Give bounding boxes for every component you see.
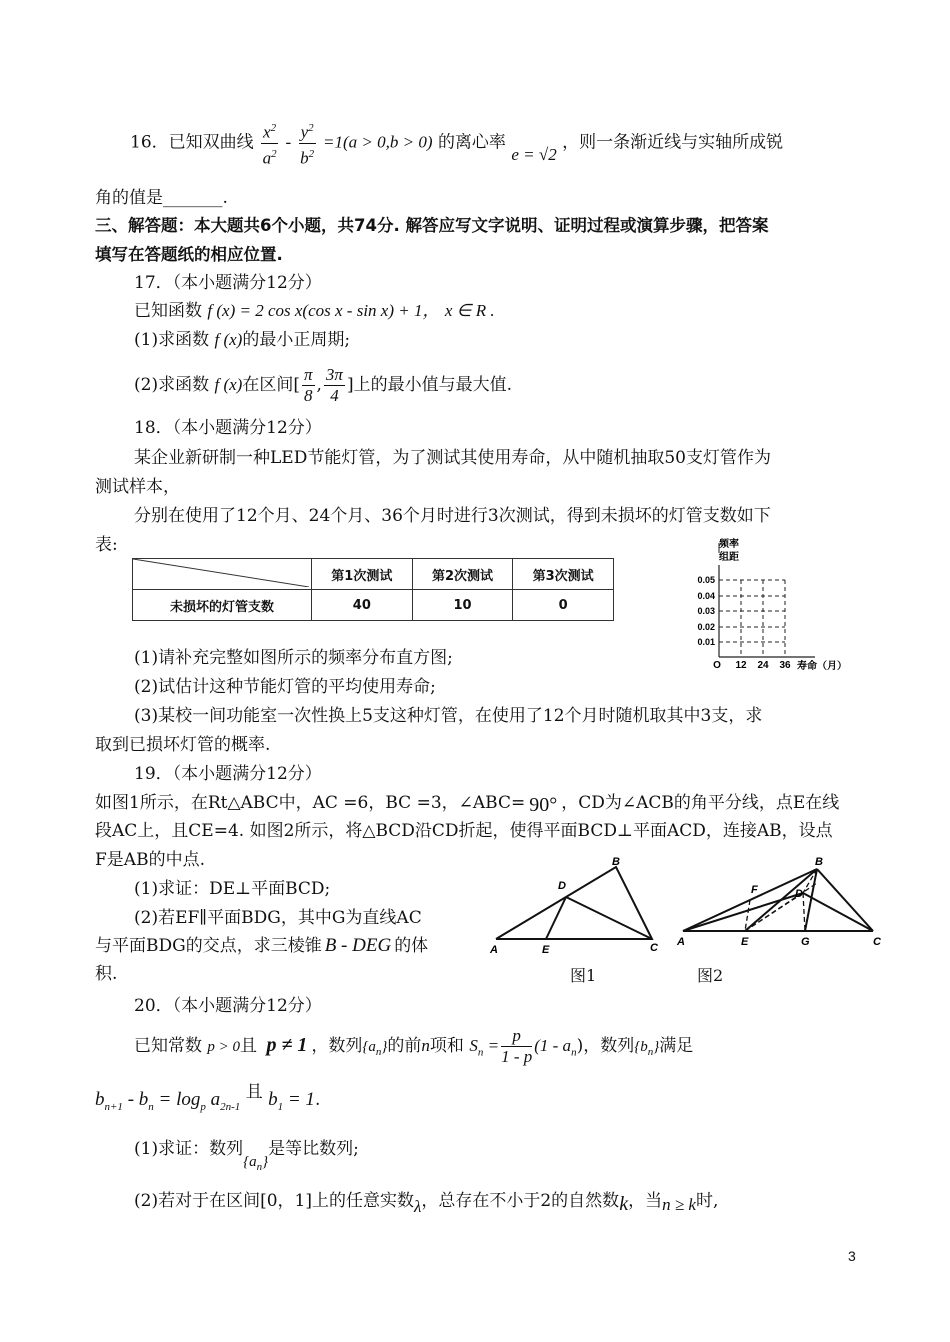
hist-ytick: 0.01 [697,637,715,647]
q18-line2: 测试样本， [95,477,180,497]
hist-xtick: 24 [757,660,769,671]
q18-line3: 分别在使用了12个月、24个月、36个月时进行3次测试，得到未损坏的灯管支数如下 [134,506,771,526]
q19-part2b: 与平面BDG的交点，求三棱锥 B - DEG 的体 [95,935,429,956]
hist-ytick: 0.02 [697,622,715,632]
q16-prefix: 16．已知双曲线 [130,132,254,153]
fig2-label-f: F [751,884,758,896]
hist-ylabel-2: 组距 [719,552,739,563]
fig1-label-c: C [650,942,658,954]
q16-frac-x: $\frac{x^2}{a^2}$ [261,118,278,168]
table-value-2: 10 [412,590,513,621]
hist-xtick: O [713,660,721,671]
hist-xlabel: 寿命（月） [797,661,847,672]
table-value-1: 40 [312,590,413,621]
q18-line1: 某企业新研制一种LED节能灯管，为了测试其使用寿命，从中随机抽取50支灯管作为 [134,448,771,468]
q18-line4: 表: [95,535,118,555]
q18-histogram [685,535,855,675]
hist-ylabel-1: 频率 [719,539,739,550]
q19-line2: 段AC上，且CE=4. 如图2所示，将△BCD沿CD折起，使得平面BCD⊥平面ACD，连接AB，设点 [95,821,833,841]
q18-title: 18．（本小题满分12分） [134,418,322,438]
section3-line2: 填写在答题纸的相应位置. [95,245,283,264]
section3-line1: 三、解答题：本大题共6个小题，共74分. 解答应写文字说明、证明过程或演算步骤，把答案 [95,216,769,235]
fig1-label-d: D [558,880,566,892]
q18-part3: (3)某校一间功能室一次性换上5支这种灯管，在使用了12个月时随机取其中3支，求 [134,706,763,726]
q16-condition: =1(a > 0,b > 0) [323,132,433,152]
fig1-labels [489,856,659,955]
q19-angle: 90° [529,794,558,816]
fig1-label-b: B [612,856,620,868]
table-header-2: 第2次测试 [412,559,513,590]
q18-part2: (2)试估计这种节能灯管的平均使用寿命; [134,677,436,697]
q16-mid: 的离心率 [437,132,506,153]
fig1-label-a: A [490,944,498,955]
hist-xtick: 12 [735,660,747,671]
hist-ytick: 0.05 [697,575,715,585]
fig2-solid-lines [683,869,873,931]
hist-gridlines [719,580,785,657]
fig2-label-b: B [815,856,823,868]
fig1-label-e: E [542,944,550,955]
q17-part1: (1)求函数 f (x)的最小正周期; [134,330,351,350]
q17-title: 17．（本小题满分12分） [134,273,322,293]
table-header-1: 第1次测试 [312,559,413,590]
q19-part2a: (2)若EF∥平面BDG，其中G为直线AC [134,908,422,928]
page-number: 3 [848,1248,856,1264]
q18-part3b: 取到已损坏灯管的概率. [95,735,271,755]
fig1-caption: 图1 [570,966,597,985]
table-header-3: 第3次测试 [513,559,614,590]
q18-part1: (1)请补充完整如图所示的频率分布直方图; [134,648,453,668]
q19-part2c: 积. [95,964,118,984]
fig2-label-d: D [795,888,803,900]
q16-eccentricity: e = √2 [511,144,557,164]
q16-line2: 角的值是_______. [95,188,228,208]
q19-part1: (1)求证：DE⊥平面BCD; [134,879,331,899]
table-diagonal [133,559,309,587]
hist-xticks [713,660,791,671]
q19-line3: F是AB的中点. [95,850,205,870]
q16-suffix: ，则一条渐近线与实轴所成锐 [562,132,784,153]
hist-yticks [697,575,715,647]
hist-xtick: 36 [779,660,791,671]
q16-line1: 16．已知双曲线 $\frac{x^2}{a^2}$ - $\frac{y^2}{b^2}$ =1(a > 0,b > 0) 的离心率 e = √2 ，则一条渐近线与实轴所成锐 [130,118,783,168]
q19-title: 19．（本小题满分12分） [134,764,322,784]
q20-line2: $b_{n+1} - b_n = \log_p a_{2n-1}$ 且 $b_1 = 1$. [95,1082,321,1113]
q20-part2: (2)若对于在区间[0，1]上的任意实数λ，总存在不小于2的自然数k，当n ≥ k时, [134,1191,719,1216]
table-corner-cell [133,559,312,590]
fig2-label-e: E [741,936,749,948]
hist-ytick: 0.04 [697,591,715,601]
fig2-caption: 图2 [697,966,724,985]
q19-figure1 [488,855,668,955]
q19-figure2 [675,853,890,953]
q17-given: 已知函数 f (x) = 2 cos x(cos x - sin x) + 1， x ∈ R . [134,301,495,321]
q19-line1: 如图1所示，在Rt△ABC中，AC =6，BC =3，∠ABC= 90° ，CD为∠ACB的角平分线，点E在线 [95,793,840,816]
fig2-label-a: A [677,936,685,948]
q20-title: 20．（本小题满分12分） [134,996,322,1016]
q20-line1: 已知常数 p > 0且 p ≠ 1 ，数列$\{a_n\}$的前n项和 $S_n$ = $\frac{p}{1 - p}$ $(1 - a_n)$，数列$\{b_n\}$满足 [134,1026,694,1066]
table-value-3: 0 [513,590,614,621]
q16-frac-y: $\frac{y^2}{b^2}$ [299,118,316,168]
q17-part2: (2)求函数 f (x)在区间[ $\frac{\pi}{8}$ , $\frac{3\pi}{4}$ ]上的最小值与最大值. [134,365,512,405]
hist-ytick: 0.03 [697,606,715,616]
q18-data-table [132,558,614,621]
table-row-label: 未损坏的灯管支数 [133,590,312,621]
fig2-label-c: C [873,936,881,948]
q20-part1: (1)求证：数列$\{a_n\}$是等比数列; [134,1139,359,1173]
fig1-lines [496,867,652,939]
fig2-label-g: G [801,936,810,948]
